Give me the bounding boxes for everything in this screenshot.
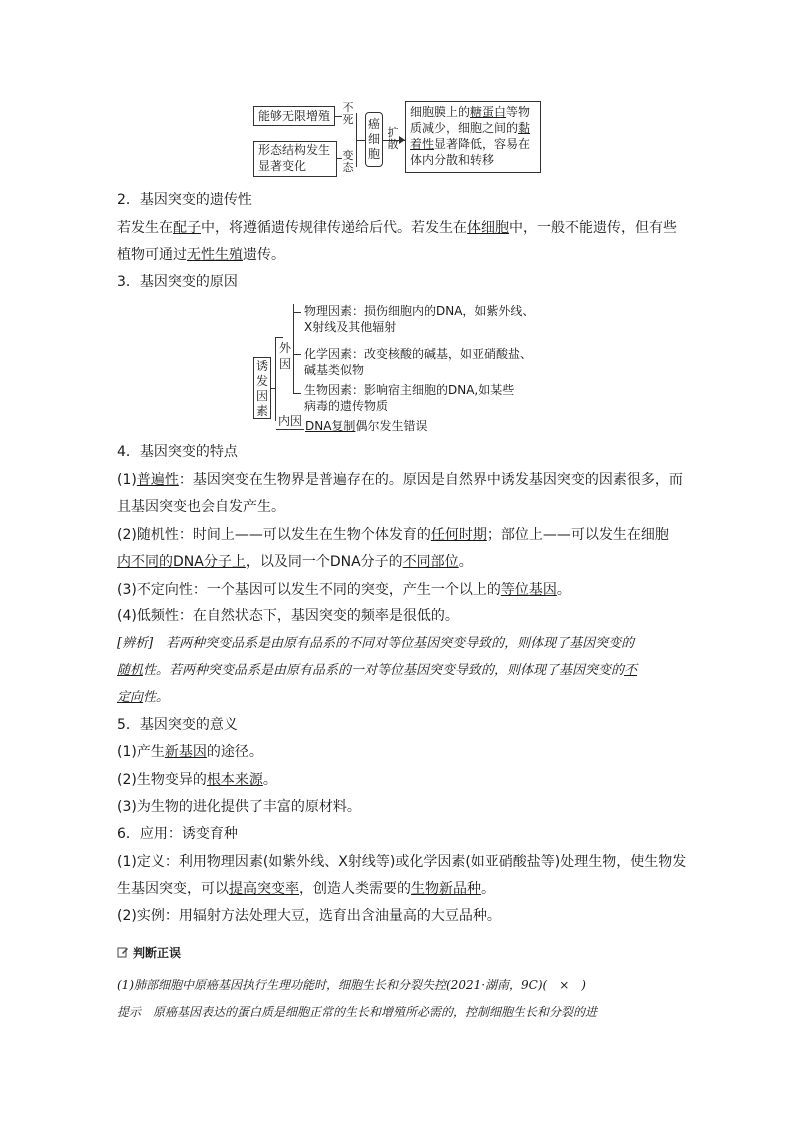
section-4-line-4: 内不同的DNA分子上，以及同一个DNA分子的不同部位。 (117, 554, 473, 570)
label-not-die: 不 死 (342, 101, 354, 126)
section-4-line-6: (4)低频性：在自然状态下，基因突变的频率是很低的。 (117, 608, 459, 624)
section-2-title: 2．基因突变的遗传性 (117, 192, 252, 208)
section-4-title: 4．基因突变的特点 (117, 444, 238, 460)
chemical-factor-2: 碱基类似物 (304, 363, 365, 377)
note-line-3: 定向性。 (117, 690, 170, 705)
box-unlimited-proliferation: 能够无限增殖 (253, 106, 335, 126)
biological-factor-2: 病毒的遗传物质 (304, 399, 389, 413)
box-shape-change: 形态结构发生 显著变化 (253, 141, 337, 177)
section-6-line-1: (1)定义：利用物理因素(如紫外线、X射线等)或化学因素(如亚硝酸盐等)处理生物，使生物发 (117, 854, 687, 870)
box-internal: 内因 (277, 414, 302, 428)
section-2-line-1: 若发生在配子中，将遵循遗传规律传递给后代。若发生在体细胞中，一般不能遗传，但有些 (117, 220, 677, 236)
edit-icon (117, 946, 129, 958)
judge-header: 判断正误 (117, 944, 181, 961)
box-cancer-cell: 癌 细 胞 (365, 112, 383, 167)
section-4-line-1: (1)普遍性：基因突变在生物界是普遍存在的。原因是自然界中诱发基因突变的因素很多，而 (117, 472, 683, 488)
label-spread: 扩 散 (387, 126, 399, 151)
label-change: 变 态 (342, 149, 354, 174)
section-3-title: 3．基因突变的原因 (117, 274, 238, 290)
section-6-line-3: (2)实例：用辐射方法处理大豆，选育出含油量高的大豆品种。 (117, 908, 501, 924)
section-2-line-2: 植物可通过无性生殖遗传。 (117, 247, 285, 263)
biological-factor-1: 生物因素：影响宿主细胞的DNA,如某些 (304, 383, 515, 397)
section-5-line-2: (2)生物变异的根本来源。 (117, 772, 277, 788)
section-4-line-5: (3)不定向性：一个基因可以发生不同的突变，产生一个以上的等位基因。 (117, 582, 571, 598)
section-4-line-2: 且基因突变也会自发产生。 (117, 499, 285, 515)
physical-factor-1: 物理因素：损伤细胞内的DNA，如紫外线、 (304, 304, 535, 318)
box-spread-description: 细胞膜上的糖蛋白等物 质减少，细胞之间的黏 着性显著降低，容易在 体内分散和转移 (405, 101, 541, 173)
note-line-2: 随机性。若两种突变品系是由原有品系的一对等位基因突变导致的，则体现了基因突变的不 (117, 663, 638, 678)
section-5-line-3: (3)为生物的进化提供了丰富的原材料。 (117, 799, 361, 815)
internal-cause: DNA复制偶尔发生错误 (305, 419, 428, 433)
box-induced-factors: 诱 发 因 素 (253, 357, 271, 419)
judge-hint: 提示 原癌基因表达的蛋白质是细胞正常的生长和增殖所必需的，控制细胞生长和分裂的进 (117, 1005, 598, 1019)
label-external: 外 因 (278, 341, 291, 371)
section-6-title: 6．应用：诱变育种 (117, 826, 238, 842)
section-5-title: 5．基因突变的意义 (117, 717, 238, 733)
physical-factor-2: X射线及其他辐射 (304, 320, 397, 334)
section-5-line-1: (1)产生新基因的途径。 (117, 744, 263, 760)
chemical-factor-1: 化学因素：改变核酸的碱基，如亚硝酸盐、 (304, 347, 533, 361)
judge-question-1: (1)肺部细胞中原癌基因执行生理功能时，细胞生长和分裂失控(2021·湖南，9C)( × ) (117, 978, 586, 992)
section-4-line-3: (2)随机性：时间上——可以发生在生物个体发育的任何时期；部位上——可以发生在细胞 (117, 527, 669, 543)
note-line-1: [辨析] 若两种突变品系是由原有品系的不同对等位基因突变导致的，则体现了基因突变的 (117, 636, 635, 651)
section-6-line-2: 生基因突变，可以提高突变率，创造人类需要的生物新品种。 (117, 881, 495, 897)
